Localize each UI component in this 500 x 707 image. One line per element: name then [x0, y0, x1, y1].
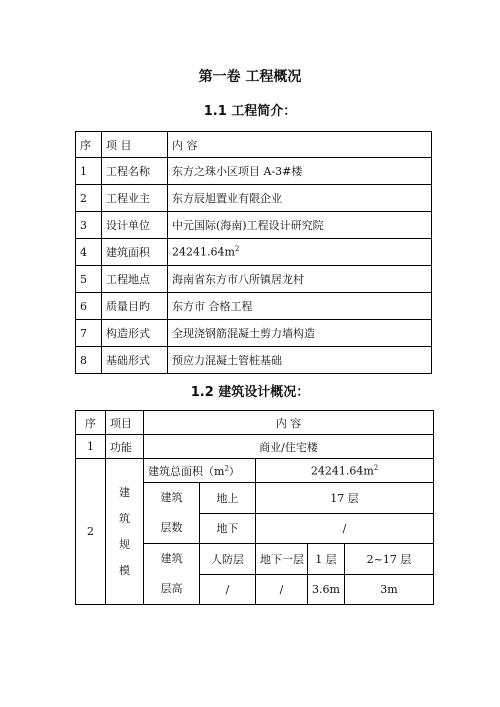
row-item: 构造形式 [102, 320, 168, 347]
floor-1-label: 1 层 [308, 544, 345, 575]
total-area-value: $24241.64m^2$ [256, 459, 434, 483]
item-char: 规 [119, 537, 130, 551]
row-item: 功能 [106, 435, 144, 459]
row-item: 设计单位 [102, 212, 168, 239]
row-item: 建筑面积 [102, 239, 168, 266]
area-value: 24241.64m [172, 245, 235, 259]
row-no: 5 [76, 266, 102, 293]
table-row-total-area [76, 459, 434, 483]
header-item: 项目 [106, 411, 144, 435]
item-char: 建 [119, 485, 130, 499]
row-item: 质量目旳 [102, 293, 168, 320]
row-no: 1 [76, 435, 106, 459]
total-area-label: 建筑总面积$(m^2)$ [144, 459, 256, 483]
item-char: 模 [119, 563, 130, 577]
row-content: 东方市 合格工程 [168, 293, 432, 320]
below-ground-value: / [256, 513, 434, 544]
floor-1-value: 3.6m [308, 574, 345, 605]
row-no: 1 [76, 158, 102, 185]
above-ground-label: 地上 [200, 483, 256, 514]
row-content: 海南省东方市八所镇居龙村 [168, 266, 432, 293]
header-item: 项 目 [102, 132, 168, 158]
table-row [76, 185, 432, 212]
section-heading-project-intro: 1.1 工程简介： [203, 104, 297, 119]
table-header-row [76, 411, 434, 435]
table-row [76, 320, 432, 347]
row-item: 基础形式 [102, 347, 168, 374]
document-title: 第一卷 工程概况 [198, 69, 302, 85]
table-row [76, 347, 432, 374]
table-row [76, 293, 432, 320]
table-header-row [76, 132, 432, 158]
table-row-function [76, 435, 434, 459]
table-row [76, 158, 432, 185]
header-no: 序 [76, 411, 106, 435]
row-content [168, 239, 432, 266]
section-heading-building-design: 1.2 建筑设计概况： [190, 385, 310, 400]
row-no: 3 [76, 212, 102, 239]
row-item-building-scale [106, 459, 144, 605]
project-intro-table [75, 131, 432, 374]
row-no: 2 [76, 185, 102, 212]
floor-2-17-label: 2~17 层 [345, 544, 434, 575]
above-ground-value: 17 层 [256, 483, 434, 514]
row-content: 全现浇钢筋混凝土剪力墙构造 [168, 320, 432, 347]
header-no: 序 [76, 132, 102, 158]
table-row [76, 212, 432, 239]
table-row [76, 266, 432, 293]
floors-label: 建筑 层数 [144, 483, 200, 544]
row-no: 4 [76, 239, 102, 266]
row-content: 商业/住宅楼 [144, 435, 434, 459]
table-row [76, 239, 432, 266]
below-ground-label: 地下 [200, 513, 256, 544]
row-content: 预应力混凝土管桩基础 [168, 347, 432, 374]
row-content: 东方之珠小区项目 A-3#楼 [168, 158, 432, 185]
row-item: 工程地点 [102, 266, 168, 293]
row-item: 工程名称 [102, 158, 168, 185]
row-item: 工程业主 [102, 185, 168, 212]
row-content: 东方辰旭置业有限企业 [168, 185, 432, 212]
item-char: 筑 [119, 511, 130, 525]
civil-defense-value: / [200, 574, 256, 605]
basement-1-value: / [256, 574, 308, 605]
floor-2-17-value: 3m [345, 574, 434, 605]
row-no: 2 [76, 459, 106, 605]
area-unit-sup: 2 [234, 245, 240, 254]
height-label: 建筑 层高 [144, 544, 200, 605]
row-no: 6 [76, 293, 102, 320]
row-content: 中元国际(海南)工程设计研究院 [168, 212, 432, 239]
header-content: 内 容 [168, 132, 432, 158]
building-design-table [75, 410, 434, 605]
header-content: 内 容 [144, 411, 434, 435]
basement-1-label: 地下一层 [256, 544, 308, 575]
row-no: 7 [76, 320, 102, 347]
civil-defense-label: 人防层 [200, 544, 256, 575]
row-no: 8 [76, 347, 102, 374]
